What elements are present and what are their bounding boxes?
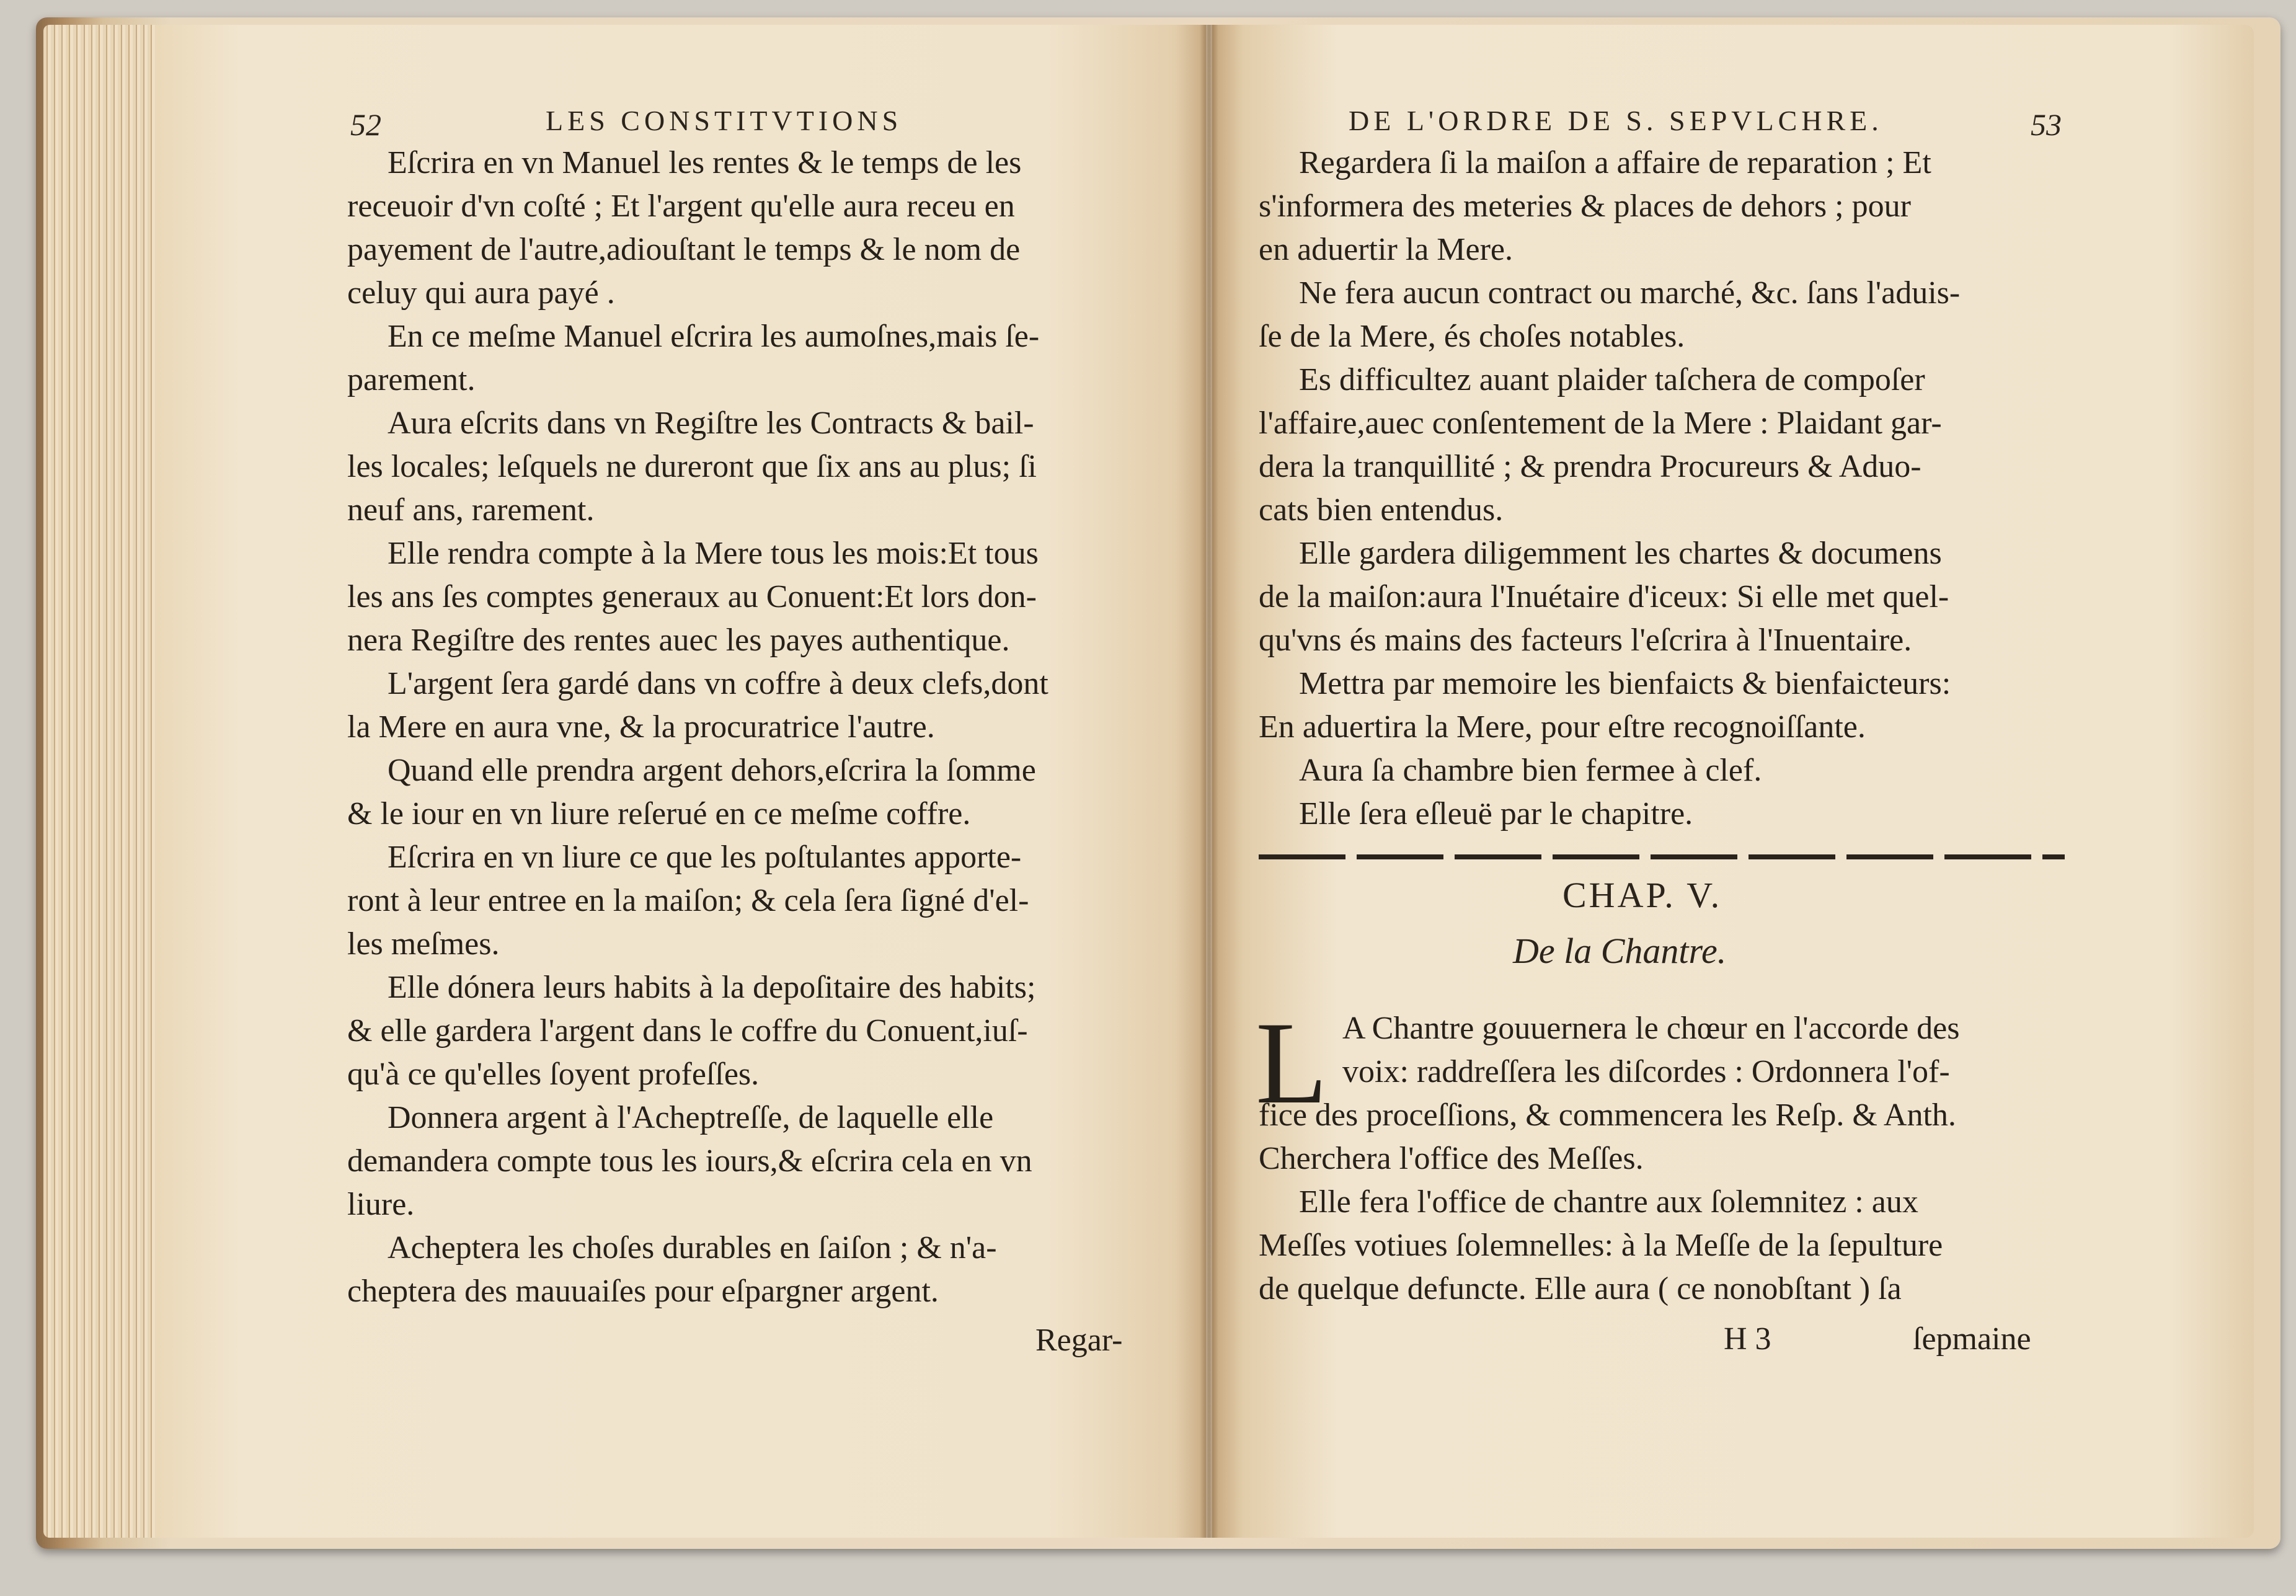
text-line: Elle ſera eſleuë par le chapitre. bbox=[1299, 796, 1693, 831]
text-line: Elle dónera leurs habits à la depoſitaire des habits; bbox=[388, 970, 1036, 1005]
signature-mark: H 3 bbox=[1724, 1321, 1771, 1357]
text-line: L'argent ſera gardé dans vn coffre à deux clefs,dont bbox=[388, 666, 1048, 701]
text-line: parement. bbox=[347, 362, 476, 397]
text-line: receuoir d'vn coſté ; Et l'argent qu'elle aura receu en bbox=[347, 188, 1015, 224]
book-gutter bbox=[1200, 25, 1218, 1538]
text-line: demandera compte tous les iours,& eſcrira cela en vn bbox=[347, 1143, 1032, 1179]
text-line: fice des proceſſions, & commencera les Reſp. & Anth. bbox=[1259, 1097, 1956, 1133]
text-line: Mettra par memoire les bienfaicts & bienfaicteurs: bbox=[1299, 666, 1951, 701]
text-line: Elle rendra compte à la Mere tous les mois:Et tous bbox=[388, 536, 1039, 571]
text-line: Aura ſa chambre bien fermee à clef. bbox=[1299, 753, 1762, 788]
text-line: Cherchera l'office des Meſſes. bbox=[1259, 1141, 1644, 1176]
text-line: qu'vns és mains des facteurs l'eſcrira à l'Inuentaire. bbox=[1259, 623, 1912, 658]
text-line: dera la tranquillité ; & prendra Procureurs & Aduo- bbox=[1259, 449, 1921, 484]
text-line: de quelque defuncte. Elle aura ( ce nonobſtant ) ſa bbox=[1259, 1271, 1902, 1306]
text-line: nera Regiſtre des rentes auec les payes authentique. bbox=[347, 623, 1010, 658]
text-line: Aura eſcrits dans vn Regiſtre les Contracts & bail- bbox=[388, 406, 1034, 441]
text-line: neuf ans, rarement. bbox=[347, 492, 595, 528]
text-line: les ans ſes comptes generaux au Conuent:Et lors don- bbox=[347, 579, 1037, 614]
text-line: Ne fera aucun contract ou marché, &c. ſans l'aduis- bbox=[1299, 275, 1961, 311]
section-rule bbox=[1259, 854, 2065, 859]
left-running-header: LES CONSTITVTIONS bbox=[546, 105, 903, 136]
text-line: En aduertira la Mere, pour eſtre recognoiſſante. bbox=[1259, 709, 1866, 745]
text-line: liure. bbox=[347, 1187, 415, 1222]
right-catchword: ſepmaine bbox=[1913, 1321, 2031, 1357]
chapter-text bbox=[1259, 1007, 1960, 1311]
text-line: payement de l'autre,adiouſtant le temps & le nom de bbox=[347, 232, 1021, 267]
left-page-number: 52 bbox=[350, 107, 381, 142]
text-line: en aduertir la Mere. bbox=[1259, 232, 1514, 267]
text-line: & le iour en vn liure reſerué en ce meſme coffre. bbox=[347, 796, 971, 831]
left-page-text bbox=[347, 141, 1048, 1313]
text-line: Es difficultez auant plaider taſchera de compoſer bbox=[1299, 362, 1925, 397]
text-line: Regardera ſi la maiſon a affaire de reparation ; Et bbox=[1299, 145, 1931, 180]
text-line: cats bien entendus. bbox=[1259, 492, 1504, 528]
text-line: voix: raddreſſera les diſcordes : Ordonnera l'of- bbox=[1342, 1054, 1950, 1089]
text-line: Donnera argent à l'Acheptreſſe, de laquelle elle bbox=[388, 1100, 994, 1135]
left-catchword: Regar- bbox=[1035, 1323, 1123, 1358]
right-page-text bbox=[1259, 141, 1960, 836]
text-line: qu'à ce qu'elles ſoyent profeſſes. bbox=[347, 1057, 760, 1092]
text-line: & elle gardera l'argent dans le coffre du Conuent,iuſ- bbox=[347, 1013, 1028, 1048]
text-line: A Chantre gouuernera le chœur en l'accorde des bbox=[1342, 1011, 1960, 1046]
text-line: ſe de la Mere, és choſes notables. bbox=[1259, 319, 1685, 354]
text-line: les meſmes. bbox=[347, 926, 500, 962]
right-page-number: 53 bbox=[2031, 107, 2062, 142]
text-line: celuy qui aura payé . bbox=[347, 275, 615, 311]
right-running-header: DE L'ORDRE DE S. SEPVLCHRE. bbox=[1349, 105, 1883, 136]
text-line: s'informera des meteries & places de dehors ; pour bbox=[1259, 188, 1911, 224]
text-line: les locales; leſquels ne dureront que ſix ans au plus; ſi bbox=[347, 449, 1037, 484]
text-line: Acheptera les choſes durables en ſaiſon ; & n'a- bbox=[388, 1230, 997, 1266]
text-line: la Mere en aura vne, & la procuratrice l'autre. bbox=[347, 709, 935, 745]
text-line: l'affaire,auec conſentement de la Mere : Plaidant gar- bbox=[1259, 406, 1942, 441]
text-line: Eſcrira en vn liure ce que les poſtulantes apporte- bbox=[388, 840, 1022, 875]
text-line: cheptera des mauuaiſes pour eſpargner argent. bbox=[347, 1274, 939, 1309]
text-line: Elle fera l'office de chantre aux ſolemnitez : aux bbox=[1299, 1184, 1918, 1220]
drop-cap: L bbox=[1256, 998, 1328, 1128]
text-line: Meſſes votiues ſolemnelles: à la Meſſe de la ſepulture bbox=[1259, 1228, 1943, 1263]
page-edges bbox=[43, 25, 167, 1538]
chapter-subtitle: De la Chantre. bbox=[1513, 931, 1727, 971]
text-line: Eſcrira en vn Manuel les rentes & le temps de les bbox=[388, 145, 1022, 180]
chapter-heading: CHAP. V. bbox=[1562, 875, 1722, 915]
text-line: Quand elle prendra argent dehors,eſcrira la ſomme bbox=[388, 753, 1036, 788]
text-line: Elle gardera diligemment les chartes & documens bbox=[1299, 536, 1942, 571]
text-line: ront à leur entree en la maiſon; & cela ſera ſigné d'el- bbox=[347, 883, 1029, 918]
text-line: En ce meſme Manuel eſcrira les aumoſnes,mais ſe- bbox=[388, 319, 1040, 354]
text-line: de la maiſon:aura l'Inuétaire d'iceux: Si elle met quel- bbox=[1259, 579, 1949, 614]
